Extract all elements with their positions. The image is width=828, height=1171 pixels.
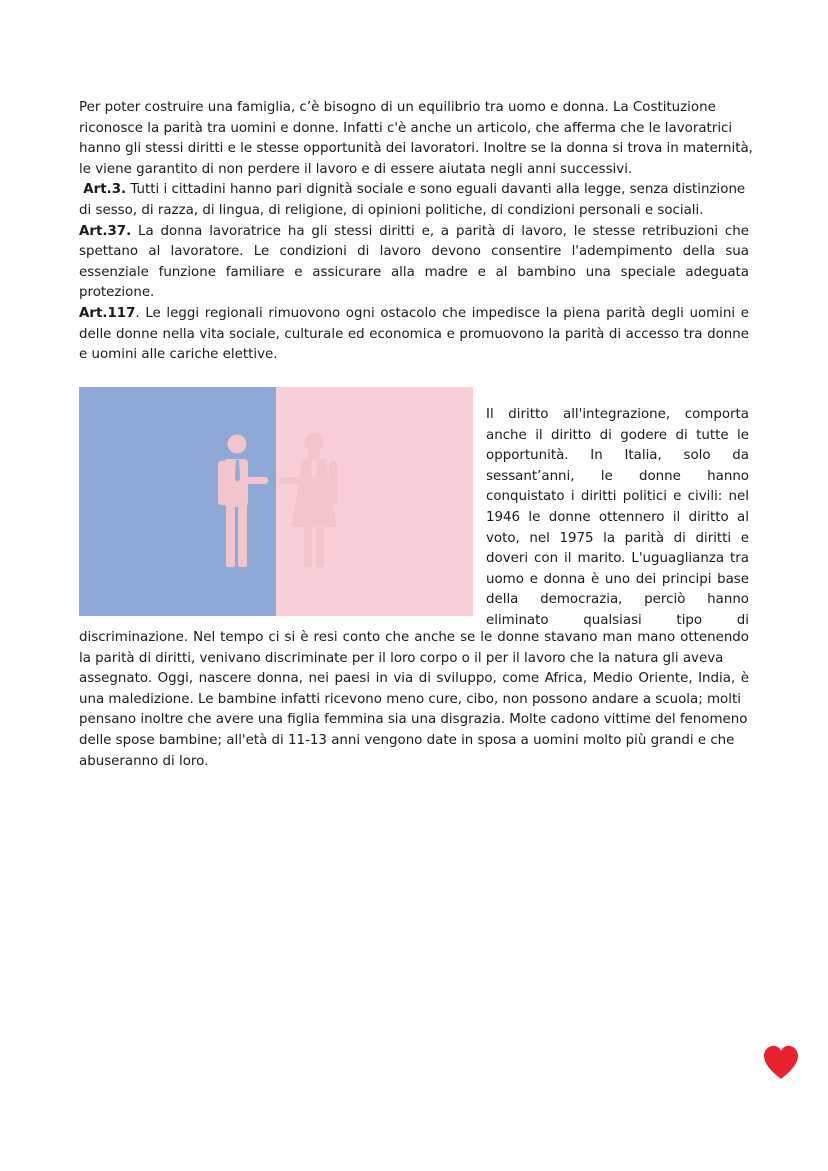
side-line: anche il diritto di godere di tutte le xyxy=(486,427,749,443)
man-icon xyxy=(218,435,268,568)
heart-icon xyxy=(762,1044,800,1082)
intro-line: le viene garantito di non perdere il lavoro e di essere aiutata negli anni successivi. xyxy=(79,161,633,177)
intro-line: Per poter costruire una famiglia, c’è bisogno di un equilibrio tra uomo e donna. La Costituzione xyxy=(79,100,716,115)
article-text: La donna lavoratrice ha gli stessi diritti e, a parità di lavoro, le stesse retribuzioni che xyxy=(131,223,749,239)
side-line: conquistato i diritti politici e civili: nel xyxy=(486,489,749,505)
side-line: sessant’anni, le donne hanno xyxy=(486,468,749,484)
side-line: uomo e donna è uno dei principi base xyxy=(486,571,749,587)
intro-line: hanno gli stessi diritti e le stesse opportunità dei lavoratori. Inoltre se la donna si trova in maternità, xyxy=(79,141,753,157)
woman-icon xyxy=(279,433,337,568)
continuation-paragraph xyxy=(79,628,749,772)
article-117 xyxy=(79,304,749,325)
article-37 xyxy=(79,222,749,243)
figure-people xyxy=(79,387,473,616)
article-line: essenziale funzione familiare e assicurare alla madre e al bambino una speciale adeguata xyxy=(79,264,749,280)
side-line: eliminato qualsiasi tipo di xyxy=(486,612,749,628)
article-line: delle donne nella vita sociale, culturale ed economica e promuovono la parità di accesso tra donne xyxy=(79,326,749,342)
body-line: delle spose bambine; all'età di 11-13 anni vengono date in sposa a uomini molto più grandi e che xyxy=(79,732,735,748)
side-paragraph xyxy=(486,405,749,632)
main-text xyxy=(79,98,753,366)
article-line: di sesso, di razza, di lingua, di religione, di opinioni politiche, di condizioni personali e sociali. xyxy=(79,202,704,218)
body-line: abuseranno di loro. xyxy=(79,753,209,769)
article-line: e uomini alle cariche elettive. xyxy=(79,347,278,363)
article-line: protezione. xyxy=(79,285,155,301)
body-line: una maledizione. Le bambine infatti ricevono meno cure, cibo, non possono andare a scuola; molti xyxy=(79,691,741,707)
article-text: . Le leggi regionali rimuovono ogni ostacolo che impedisce la piena parità degli uomini e xyxy=(135,305,749,321)
body-line: discriminazione. Nel tempo ci si è resi conto che anche se le donne stavano man mano ottenendo xyxy=(79,630,749,645)
side-line: voto, nel 1975 la parità di diritti e xyxy=(486,530,749,546)
body-line: assegnato. Oggi, nascere donna, nei paesi in via di sviluppo, come Africa, Medio Oriente, India, è xyxy=(79,671,749,687)
article-label: Art.117 xyxy=(79,305,136,321)
side-line: opportunità. In Italia, solo da xyxy=(486,448,749,464)
intro-line: riconosce la parità tra uomini e donne. Infatti c'è anche un articolo, che afferma che le lavoratrici xyxy=(79,120,733,136)
side-line: della democrazia, perciò hanno xyxy=(486,592,749,608)
article-3 xyxy=(79,180,749,201)
equality-image xyxy=(79,387,473,616)
article-line: spettano al lavoratore. Le condizioni di lavoro devono consentire l'adempimento della sua xyxy=(79,244,749,260)
body-line: pensano inoltre che avere una figlia femmina sia una disgrazia. Molte cadono vittime del fenomeno xyxy=(79,712,748,728)
article-label: Art.37. xyxy=(79,223,132,239)
body-line: la parità di diritti, venivano discriminate per il loro corpo o il per il lavoro che la natura gli aveva xyxy=(79,650,724,666)
side-line: Il diritto all'integrazione, comporta xyxy=(486,407,749,422)
article-label: Art.3. xyxy=(83,182,127,198)
side-line: doveri con il marito. L'uguaglianza tra xyxy=(486,551,749,567)
side-line: 1946 le donne ottennero il diritto al xyxy=(486,509,749,525)
article-text: Tutti i cittadini hanno pari dignità sociale e sono eguali davanti alla legge, senza distinzione xyxy=(126,182,746,198)
